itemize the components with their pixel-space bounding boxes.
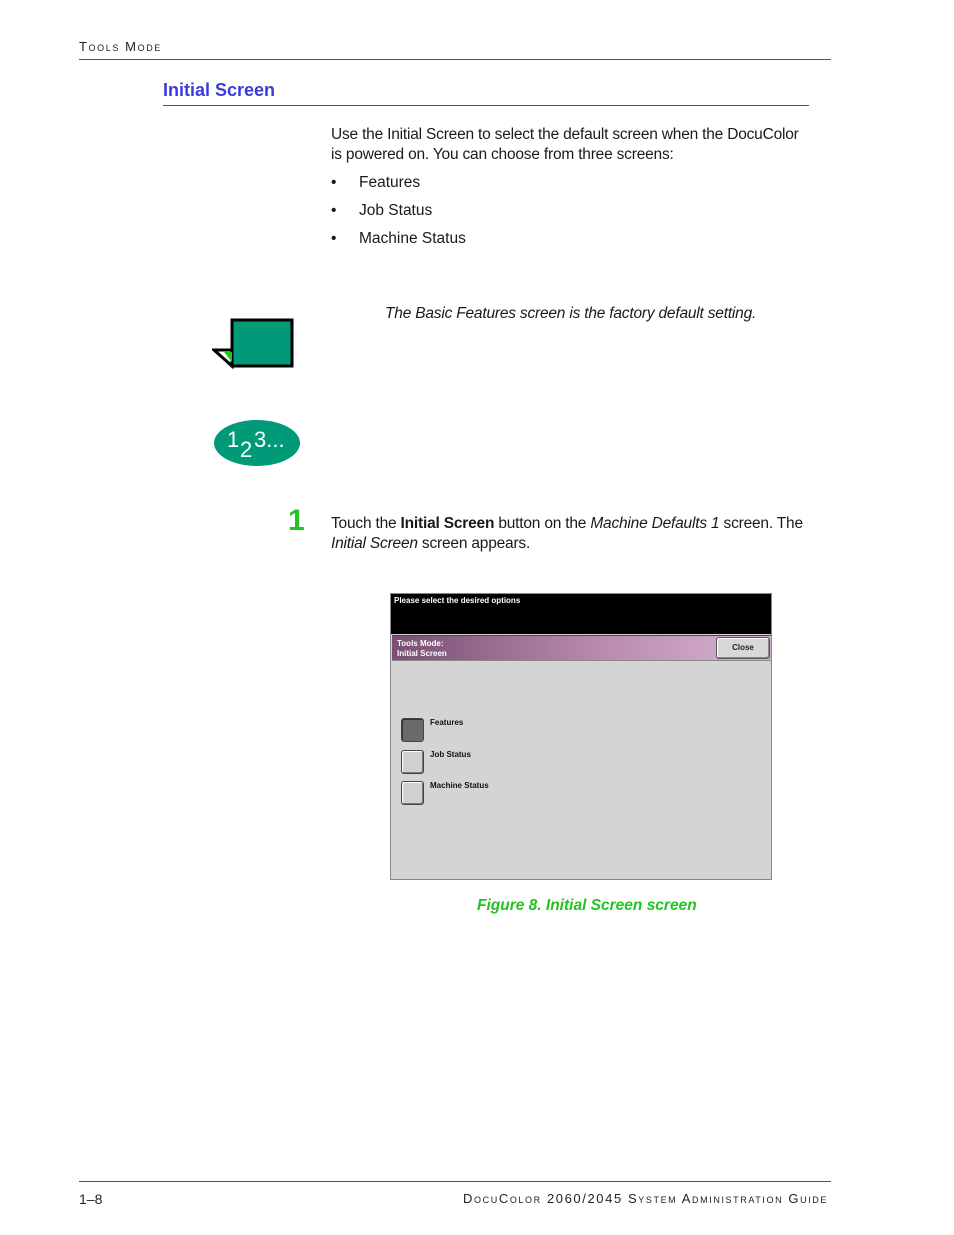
figure-caption: Figure 8. Initial Screen screen bbox=[477, 897, 697, 914]
option-job-status[interactable] bbox=[401, 750, 551, 776]
option-machine-status[interactable] bbox=[401, 781, 551, 807]
step-screen-name: Machine Defaults 1 bbox=[590, 515, 720, 532]
step-result-screen: Initial Screen bbox=[331, 535, 418, 552]
screen-title-line1: Tools Mode: bbox=[397, 639, 444, 648]
step-button-name: Initial Screen bbox=[400, 515, 495, 532]
header-rule bbox=[79, 59, 831, 60]
list-item-text: Job Status bbox=[359, 202, 433, 219]
svg-text:1: 1 bbox=[227, 427, 240, 452]
section-rule bbox=[163, 105, 809, 106]
screen-options-list bbox=[331, 173, 466, 257]
job-status-radio-button[interactable] bbox=[401, 750, 424, 774]
option-features[interactable] bbox=[401, 718, 551, 744]
screen-title bbox=[397, 639, 447, 659]
note-text: The Basic Features screen is the factory default setting. bbox=[385, 305, 757, 322]
option-label: Machine Status bbox=[430, 781, 489, 790]
list-item-text: Features bbox=[359, 174, 421, 191]
option-label: Job Status bbox=[430, 750, 471, 759]
initial-screen-figure bbox=[390, 593, 772, 880]
list-item-text: Machine Status bbox=[359, 230, 466, 247]
close-button[interactable]: Close bbox=[716, 637, 770, 659]
message-bar: Please select the desired options bbox=[391, 594, 771, 634]
option-label: Features bbox=[430, 718, 464, 727]
list-item: • Job Status bbox=[331, 202, 433, 219]
svg-text:3...: 3... bbox=[254, 427, 285, 452]
machine-status-radio-button[interactable] bbox=[401, 781, 424, 805]
features-radio-button[interactable] bbox=[401, 718, 424, 742]
guide-title: DocuColor 2060/2045 System Administration Guide bbox=[463, 1191, 828, 1206]
svg-text:2: 2 bbox=[240, 437, 253, 462]
screen-title-line2: Initial Screen bbox=[397, 649, 447, 658]
numbered-steps-icon bbox=[213, 419, 301, 467]
list-item: • Features bbox=[331, 174, 421, 191]
section-title: Initial Screen bbox=[163, 80, 276, 100]
step-text-part: screen. The bbox=[719, 515, 803, 532]
screen-title-bar bbox=[392, 635, 772, 661]
step-text-part: screen appears. bbox=[417, 535, 531, 552]
list-item: • Machine Status bbox=[331, 230, 466, 247]
intro-paragraph: Use the Initial Screen to select the default screen when the DocuColor is powered on. You can choose from three screens: bbox=[331, 126, 799, 163]
page-number: 1–8 bbox=[79, 1191, 103, 1207]
step-text-part: Touch the bbox=[331, 515, 401, 532]
running-head: Tools Mode bbox=[79, 39, 162, 54]
step-text bbox=[331, 514, 831, 554]
note-icon bbox=[212, 318, 296, 370]
footer-rule bbox=[79, 1181, 831, 1182]
step-text-part: button on the bbox=[494, 515, 591, 532]
step-number: 1 bbox=[288, 504, 305, 537]
